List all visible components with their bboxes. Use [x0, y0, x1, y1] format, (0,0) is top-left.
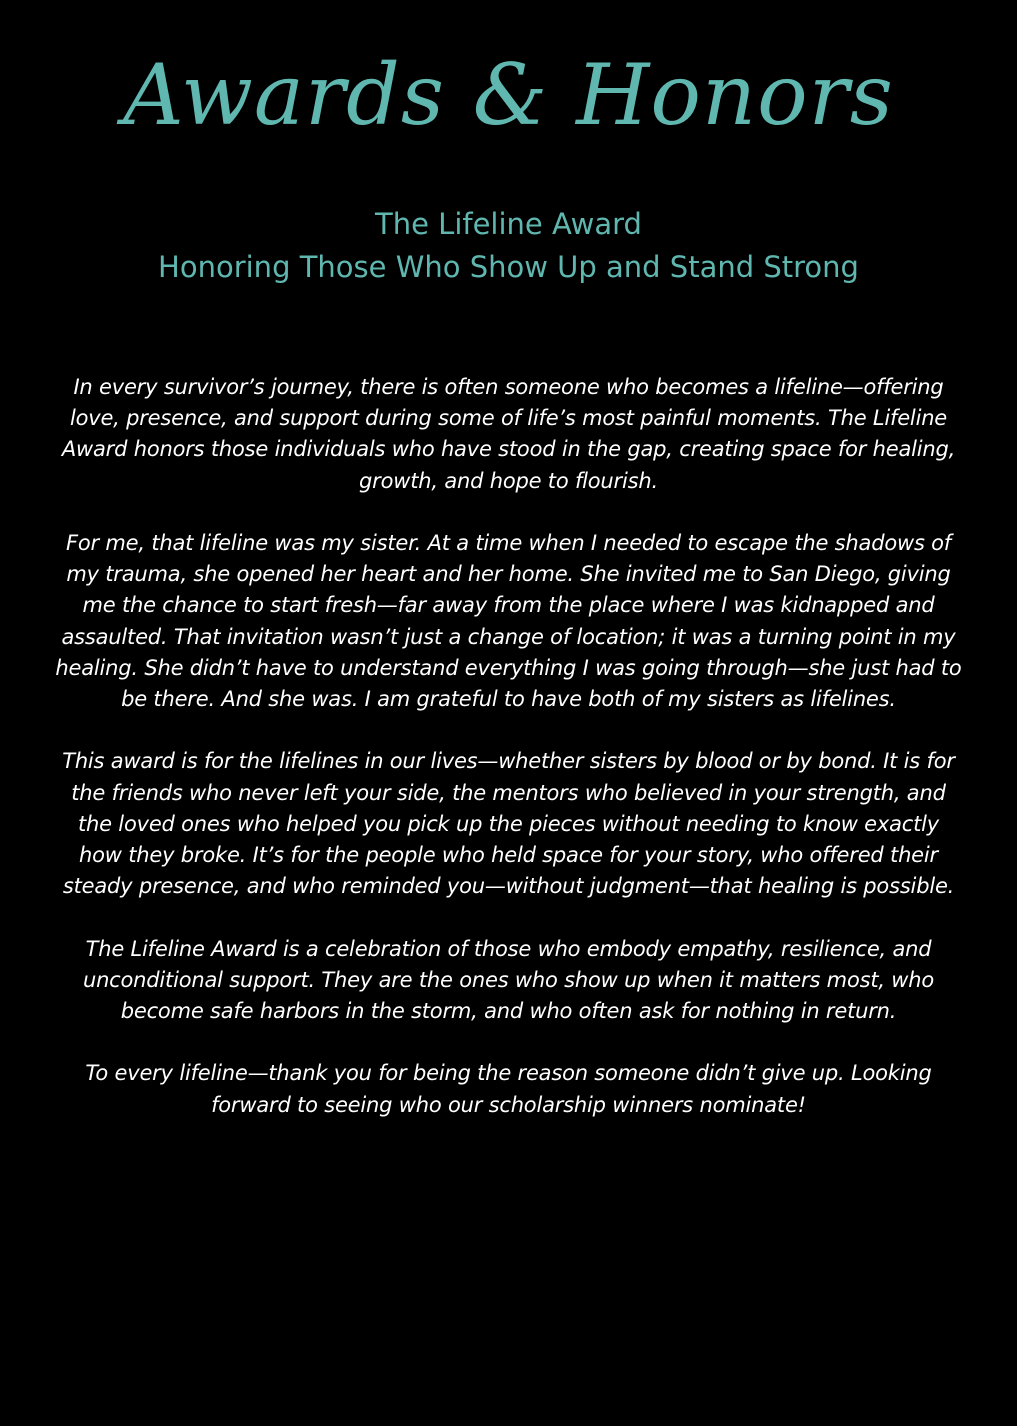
award-header: [0, 203, 1017, 289]
paragraph-award-purpose: This award is for the lifelines in our lives—whether sisters by blood or by bond. It is for the friends who never left your side, the mentors who believed in your strength, and the loved ones who helped you pick up the pieces without needing to know exactly how they broke. It’s for the people who held space for your story, who offered their steady presence, and who reminded you—without judgment—that healing is possible.: [62, 749, 955, 899]
award-subtitle: Honoring Those Who Show Up and Stand Strong: [158, 250, 859, 284]
award-description: [55, 372, 962, 1121]
page-heading: Awards & Honors: [123, 46, 894, 144]
paragraph-personal-story: For me, that lifeline was my sister. At a time when I needed to escape the shadows of my trauma, she opened her heart and her home. She invited me to San Diego, giving me the chance to start fresh—far away from the place where I was kidnapped and assaulted. That invitation wasn’t just a change of location; it was a turning point in my healing. She didn’t have to understand everything I was going through—she just had to be there. And she was. I am grateful to have both of my sisters as lifelines.: [55, 531, 962, 712]
paragraph-celebration: The Lifeline Award is a celebration of those who embody empathy, resilience, and unconditional support. They are the ones who show up when it matters most, who become safe harbors in the storm, and who often ask for nothing in return.: [82, 936, 935, 1024]
paragraph-intro: In every survivor’s journey, there is often someone who becomes a lifeline—offering love, presence, and support during some of life’s most painful moments. The Lifeline Award honors those individuals who have stood in the gap, creating space for healing, growth, and hope to flourish.: [61, 375, 956, 493]
paragraph-closing: To every lifeline—thank you for being the reason someone didn’t give up. Looking forward to seeing who our scholarship winners nominate!: [85, 1061, 932, 1117]
award-title: The Lifeline Award: [375, 207, 642, 241]
